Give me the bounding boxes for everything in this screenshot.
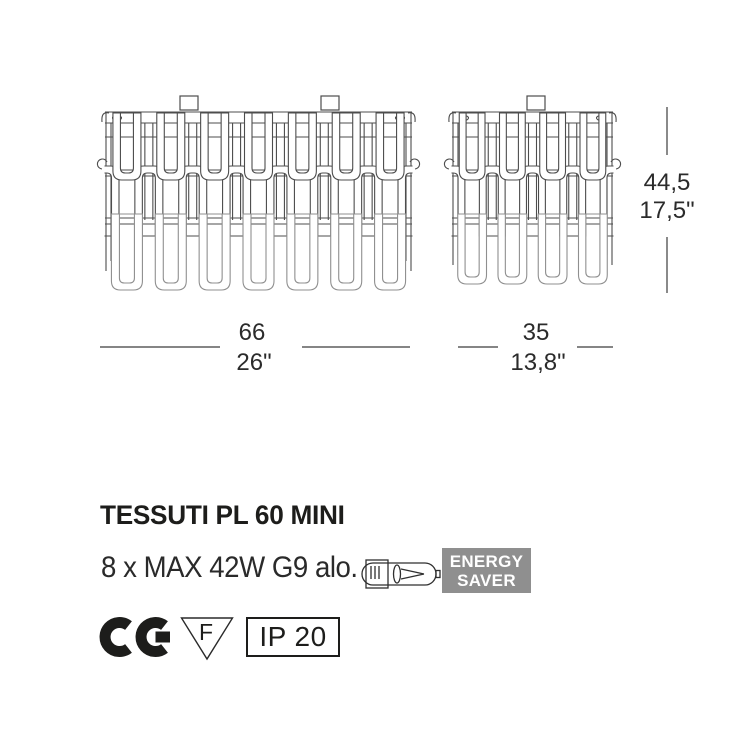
- lamp-spec-text: 8 x MAX 42W G9 alo.: [101, 551, 358, 584]
- lamp-drawing-side-view: [439, 96, 626, 284]
- dim-label-width-small-inch: 13,8": [510, 349, 566, 376]
- ip-rating-box: IP 20: [246, 617, 340, 657]
- energy-saver-line2: SAVER: [457, 570, 516, 590]
- energy-saver-badge: [442, 548, 531, 593]
- dim-label-width-small-cm: 35: [522, 319, 550, 346]
- energy-saver-line1: ENERGY: [449, 551, 524, 571]
- dim-label-height-inch: 17,5": [639, 197, 695, 224]
- f-triangle-icon: [182, 618, 233, 659]
- dim-label-width-large-inch: 26": [236, 349, 272, 376]
- f-mark-label: F: [198, 619, 214, 645]
- product-title: TESSUTI PL 60 MINI: [100, 500, 345, 530]
- ce-mark-icon: [105, 623, 170, 652]
- halogen-bulb-icon: [362, 560, 440, 588]
- dim-label-width-large-cm: 66: [238, 319, 266, 346]
- lamp-drawing-front-view: [91, 96, 426, 290]
- dim-label-height-cm: 44,5: [643, 169, 691, 196]
